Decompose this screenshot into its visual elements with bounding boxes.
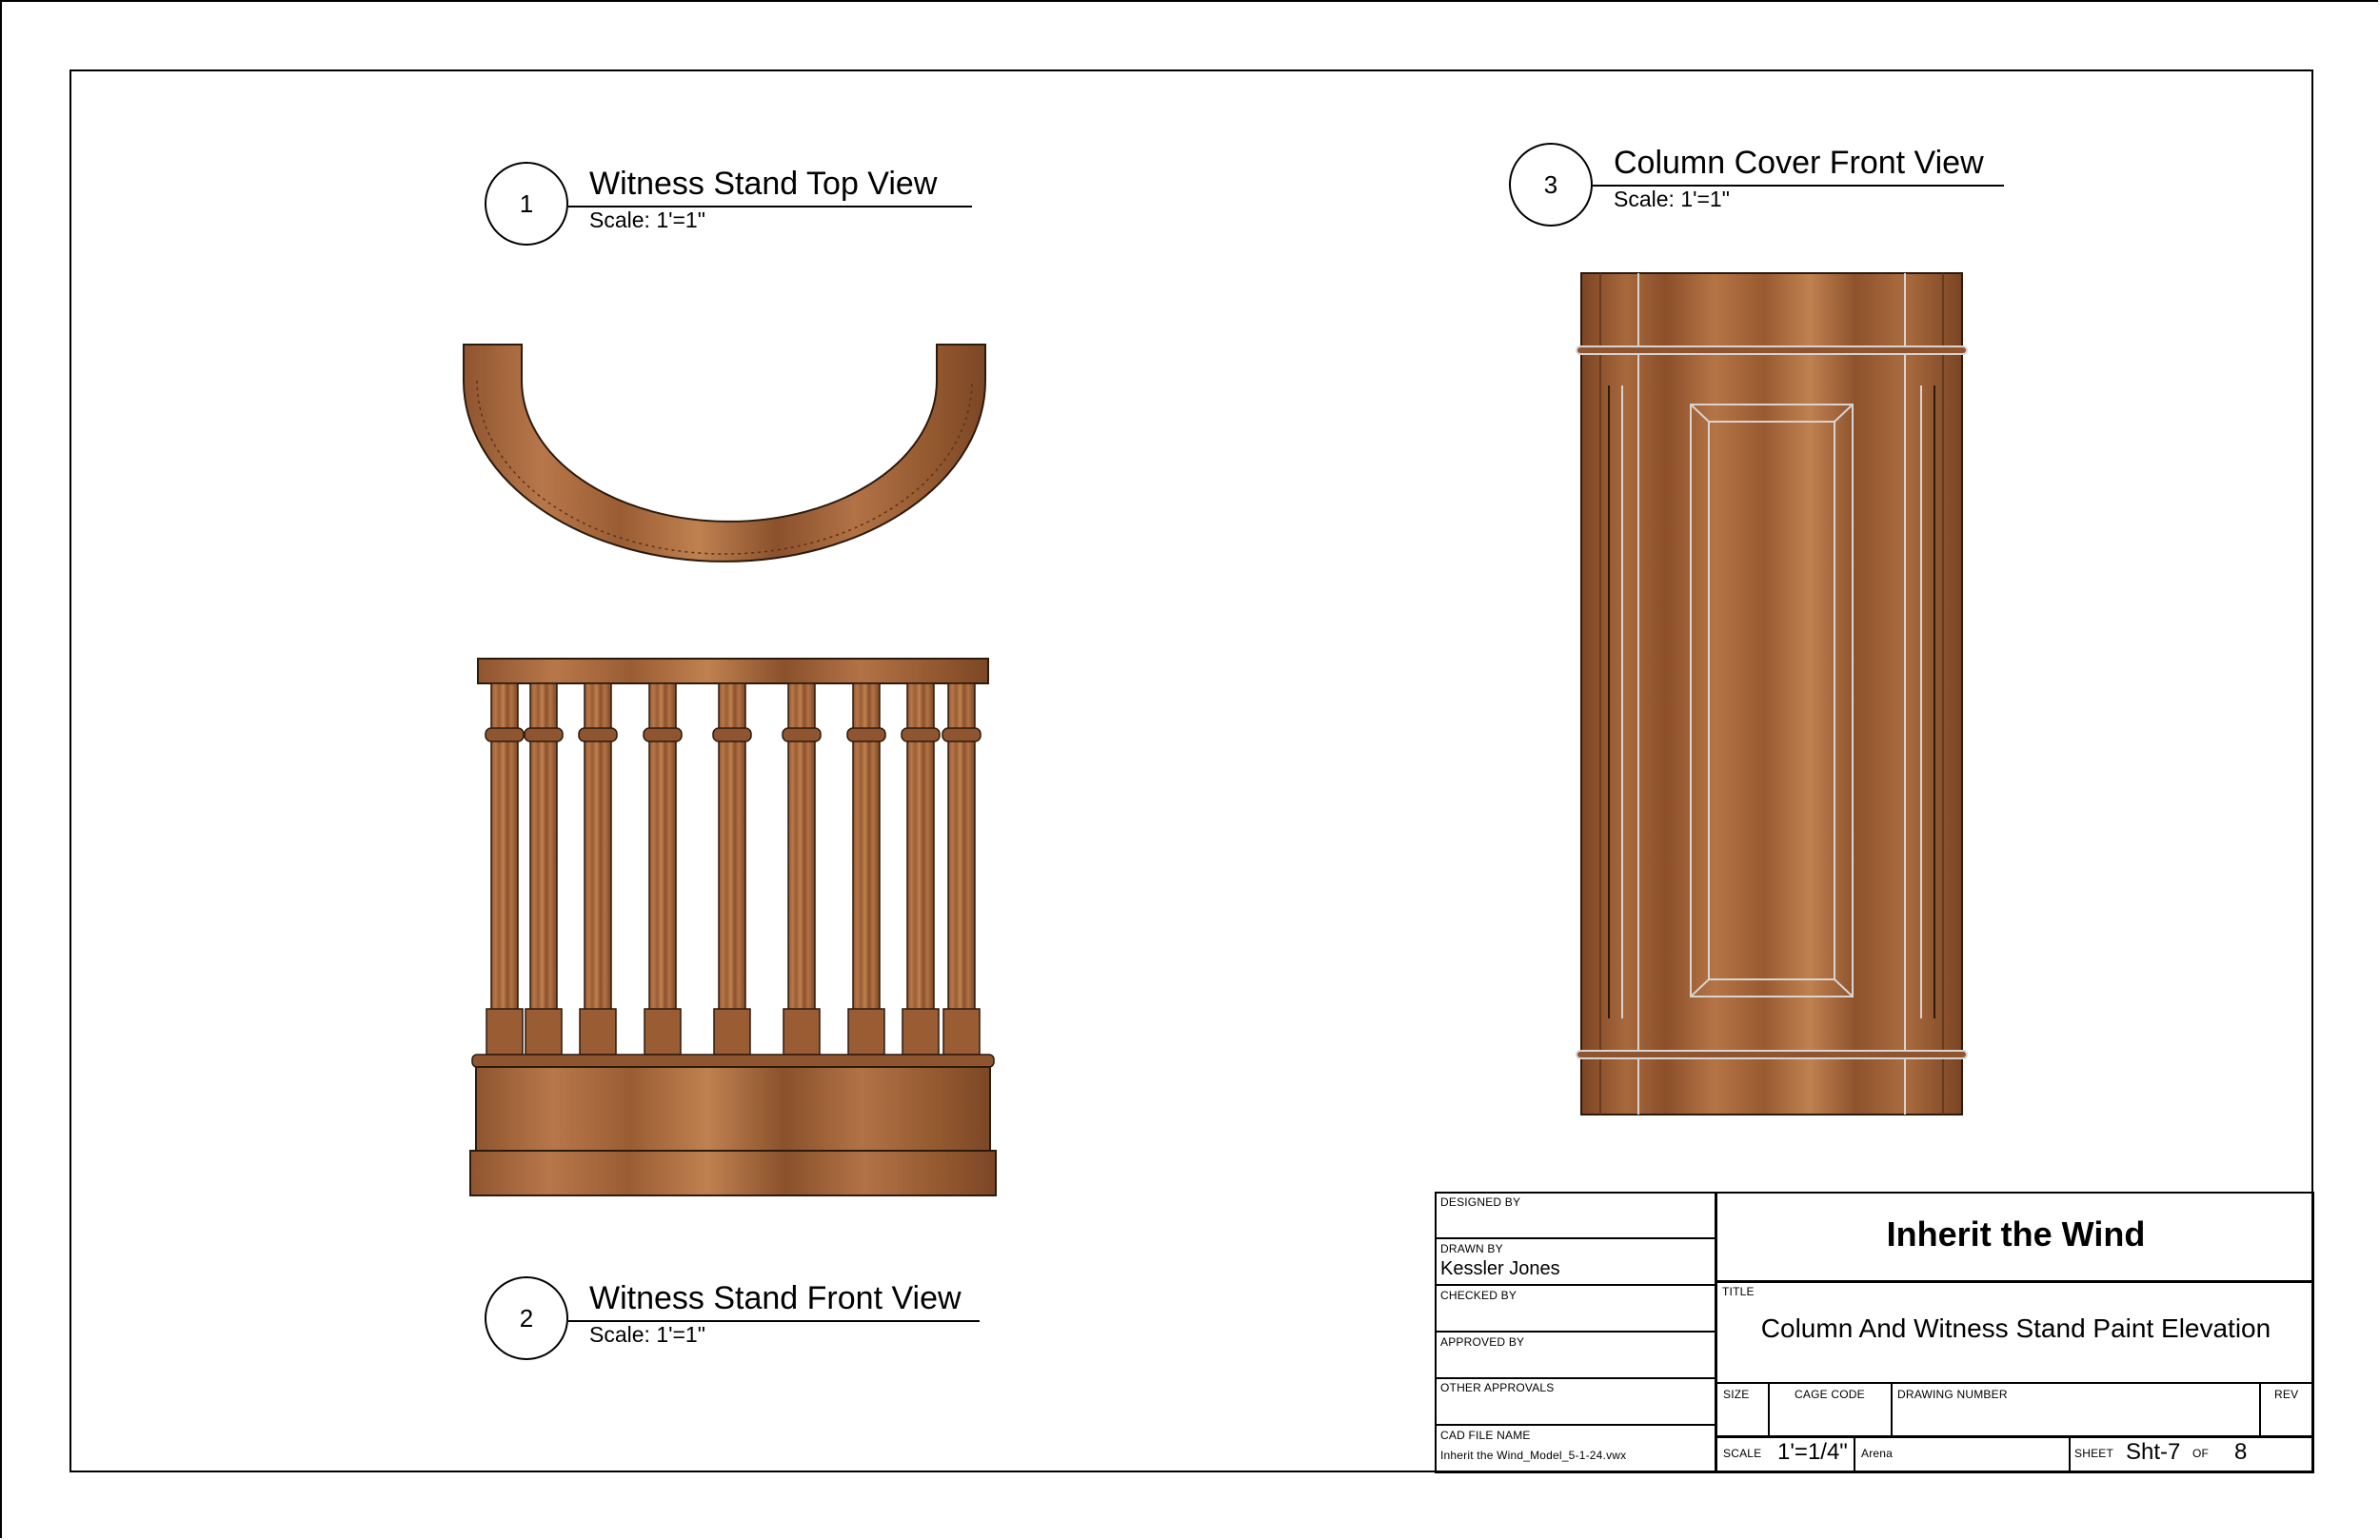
witness-stand-top-view xyxy=(464,345,985,562)
title-label: TITLE xyxy=(1722,1285,1755,1298)
title-block xyxy=(1435,1192,2314,1473)
venue-value: Arena xyxy=(1861,1447,1894,1460)
view-scale: Scale: 1'=1" xyxy=(589,1322,705,1347)
col-divider xyxy=(2259,1382,2261,1435)
row-divider xyxy=(1717,1382,2314,1384)
view-number: 1 xyxy=(519,188,534,218)
row-divider xyxy=(1435,1237,1715,1239)
col-divider xyxy=(1854,1435,1855,1473)
sheet-label: SHEET xyxy=(2074,1447,2114,1460)
col-divider xyxy=(2069,1435,2071,1473)
baluster xyxy=(783,683,821,1055)
size-label: SIZE xyxy=(1723,1388,1750,1401)
baluster xyxy=(942,683,981,1055)
col-divider xyxy=(1891,1382,1893,1435)
baluster xyxy=(847,683,885,1055)
baluster xyxy=(579,683,617,1055)
baluster xyxy=(486,683,524,1055)
baluster xyxy=(902,683,940,1055)
of-label: OF xyxy=(2192,1447,2210,1460)
baluster xyxy=(644,683,682,1055)
drawn-by-value: Kessler Jones xyxy=(1440,1258,1560,1279)
row-divider xyxy=(1717,1280,2314,1283)
scale-label: SCALE xyxy=(1723,1447,1762,1460)
cad-file-name-value: Inherit the Wind_Model_5-1-24.vwx xyxy=(1440,1449,1627,1462)
view-number: 2 xyxy=(519,1303,534,1333)
drawing-number-label: DRAWING NUMBER xyxy=(1897,1388,2008,1401)
project-name: Inherit the Wind xyxy=(1886,1214,2146,1254)
rev-label: REV xyxy=(2274,1388,2299,1401)
witness-stand-front-view xyxy=(470,659,996,1195)
row-divider xyxy=(1435,1331,1715,1333)
cad-file-name-label: CAD FILE NAME xyxy=(1440,1429,1531,1442)
designed-by-label: DESIGNED BY xyxy=(1440,1195,1521,1209)
column-cover-front-view xyxy=(1577,273,1967,1115)
baluster-group xyxy=(486,683,981,1055)
drawn-by-label: DRAWN BY xyxy=(1440,1242,1503,1255)
scale-value: 1'=1/4" xyxy=(1777,1439,1848,1465)
checked-by-label: CHECKED BY xyxy=(1440,1289,1517,1302)
row-divider xyxy=(1435,1377,1715,1379)
view-title: Column Cover Front View xyxy=(1614,145,1984,181)
approved-by-label: APPROVED BY xyxy=(1440,1335,1525,1349)
total-sheets-value: 8 xyxy=(2234,1439,2248,1465)
row-divider xyxy=(1435,1284,1715,1286)
cage-code-label: CAGE CODE xyxy=(1795,1388,1865,1401)
baluster xyxy=(713,683,751,1055)
view-scale: Scale: 1'=1" xyxy=(1614,187,1730,211)
row-divider xyxy=(1717,1435,2314,1438)
row-divider xyxy=(1435,1424,1715,1426)
view-title: Witness Stand Front View xyxy=(589,1280,962,1316)
other-approvals-label: OTHER APPROVALS xyxy=(1440,1381,1555,1394)
drawing-title: Column And Witness Stand Paint Elevation xyxy=(1760,1313,2271,1343)
view-title: Witness Stand Top View xyxy=(589,166,938,202)
sheet-value: Sht-7 xyxy=(2126,1439,2181,1465)
view-scale: Scale: 1'=1" xyxy=(589,207,705,232)
baluster xyxy=(525,683,563,1055)
col-divider xyxy=(1768,1382,1770,1435)
view-number: 3 xyxy=(1543,169,1558,199)
